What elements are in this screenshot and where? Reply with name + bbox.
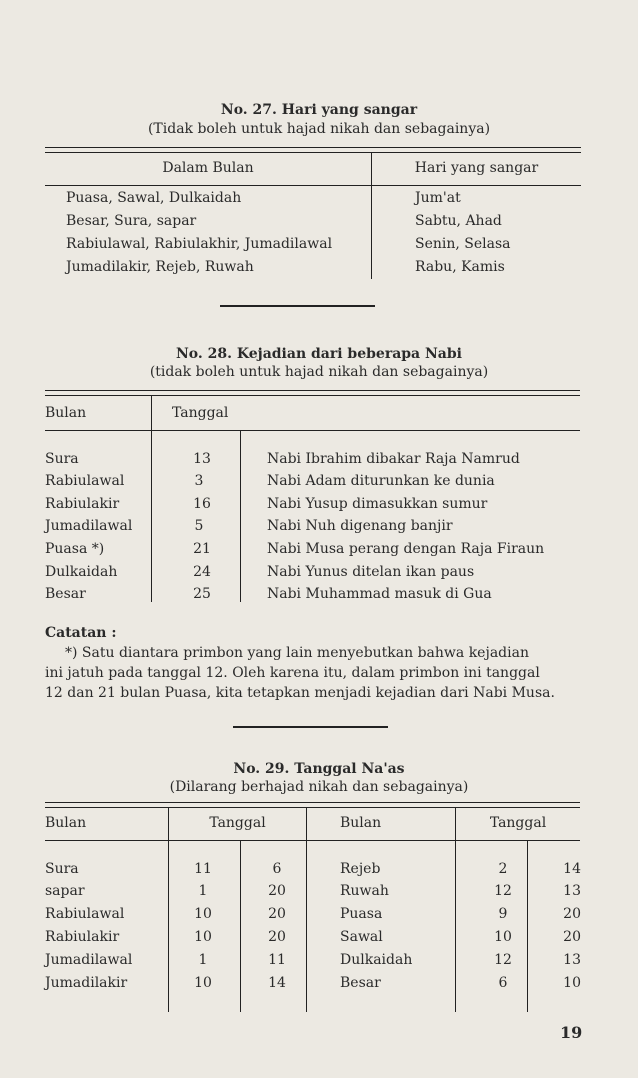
table29-date-right-a: 2 xyxy=(498,861,508,877)
note-line: ini jatuh pada tanggal 12. Oleh karena itu, dalam primbon ini tanggal xyxy=(45,665,540,681)
table29-header-date-left: Tanggal xyxy=(209,815,266,831)
table29-month-left: Jumadilakir xyxy=(45,975,128,991)
table29-date-right-a: 6 xyxy=(498,975,508,991)
table29-month-right: Ruwah xyxy=(340,883,389,899)
table28-header-date: Tanggal xyxy=(172,405,229,421)
table29-month-right: Besar xyxy=(340,975,381,991)
page-number: 19 xyxy=(560,1023,583,1042)
table28-date: 21 xyxy=(193,541,211,557)
table29-month-left: Sura xyxy=(45,861,79,877)
table28-month: Sura xyxy=(45,451,79,467)
table29-month-right: Sawal xyxy=(340,929,383,945)
table27-title: No. 27. Hari yang sangar xyxy=(220,102,418,118)
table28-month: Besar xyxy=(45,586,86,602)
table28-header-month: Bulan xyxy=(45,405,87,421)
table27-row-days: Jum'at xyxy=(415,190,461,206)
table29-date-left-a: 1 xyxy=(198,883,208,899)
table29-month-left: Jumadilawal xyxy=(45,952,133,968)
table29-month-left: sapar xyxy=(45,883,85,899)
table28-month: Jumadilawal xyxy=(45,518,133,534)
table29-month-right: Dulkaidah xyxy=(340,952,413,968)
table29-header-month-left: Bulan xyxy=(45,815,87,831)
table27-header-day: Hari yang sangar xyxy=(414,160,539,176)
table28-month: Rabiulawal xyxy=(45,473,125,489)
table27-subtitle: (Tidak boleh untuk hajad nikah dan sebagainya) xyxy=(147,121,491,137)
note-line: *) Satu diantara primbon yang lain menyebutkan bahwa kejadian xyxy=(65,645,529,661)
table28-date: 24 xyxy=(193,564,211,580)
table28-event: Nabi Ibrahim dibakar Raja Namrud xyxy=(267,451,520,467)
section-separator xyxy=(220,305,375,307)
table29-date-left-b: 20 xyxy=(268,929,286,945)
table29-header-month-right: Bulan xyxy=(340,815,382,831)
table27-row-months: Jumadilakir, Rejeb, Ruwah xyxy=(66,259,254,275)
section-separator xyxy=(233,726,388,728)
table27-header-month: Dalam Bulan xyxy=(162,160,254,176)
note-body xyxy=(45,643,585,703)
table29-date-left-b: 20 xyxy=(268,906,286,922)
table29-subtitle: (Dilarang berhajad nikah dan sebagainya) xyxy=(169,779,469,795)
table29-date-left-b: 6 xyxy=(272,861,282,877)
table29-date-right-b: 14 xyxy=(563,861,581,877)
table28-date: 25 xyxy=(193,586,211,602)
table29-date-right-b: 20 xyxy=(563,929,581,945)
table27-row-months: Besar, Sura, sapar xyxy=(66,213,197,229)
table29-date-left-a: 10 xyxy=(194,975,212,991)
table29-date-left-a: 10 xyxy=(194,929,212,945)
table28-month: Dulkaidah xyxy=(45,564,118,580)
table28-month: Puasa *) xyxy=(45,541,105,557)
table29-month-right: Puasa xyxy=(340,906,383,922)
table29-date-left-a: 11 xyxy=(194,861,212,877)
table28-month: Rabiulakir xyxy=(45,496,120,512)
table28-event: Nabi Musa perang dengan Raja Firaun xyxy=(267,541,545,557)
table28-date: 3 xyxy=(194,473,204,489)
table29-date-right-a: 9 xyxy=(498,906,508,922)
table29-date-left-b: 11 xyxy=(268,952,286,968)
table29-title: No. 29. Tanggal Na'as xyxy=(233,761,405,777)
table28-date: 16 xyxy=(193,496,211,512)
table28-date: 13 xyxy=(193,451,211,467)
table28-date: 5 xyxy=(194,518,204,534)
note-line: 12 dan 21 bulan Puasa, kita tetapkan menjadi kejadian dari Nabi Musa. xyxy=(45,685,555,701)
table29-month-left: Rabiulakir xyxy=(45,929,120,945)
table29-header-date-right: Tanggal xyxy=(489,815,547,831)
table27-row-days: Rabu, Kamis xyxy=(415,259,505,275)
table29-month-right: Rejeb xyxy=(340,861,381,877)
note-heading: Catatan : xyxy=(45,625,117,641)
table29-date-left-a: 10 xyxy=(194,906,212,922)
table27-row-days: Senin, Selasa xyxy=(415,236,511,252)
table29-date-right-b: 20 xyxy=(563,906,581,922)
table29-date-right-a: 12 xyxy=(494,952,512,968)
table28-event: Nabi Adam diturunkan ke dunia xyxy=(267,473,495,489)
table29-date-left-b: 14 xyxy=(268,975,286,991)
table28-subtitle: (tidak boleh untuk hajad nikah dan sebagainya) xyxy=(149,364,489,380)
table29-date-right-a: 10 xyxy=(494,929,512,945)
table28-event: Nabi Nuh digenang banjir xyxy=(267,518,453,534)
table29-date-right-b: 13 xyxy=(563,883,581,899)
table28-event: Nabi Muhammad masuk di Gua xyxy=(267,586,492,602)
table29-month-left: Rabiulawal xyxy=(45,906,125,922)
table27-row-months: Rabiulawal, Rabiulakhir, Jumadilawal xyxy=(66,236,333,252)
table29-date-left-a: 1 xyxy=(198,952,208,968)
table29-date-right-a: 12 xyxy=(494,883,512,899)
table29-date-left-b: 20 xyxy=(268,883,286,899)
table28-event: Nabi Yusup dimasukkan sumur xyxy=(267,496,488,512)
table29-date-right-b: 13 xyxy=(563,952,581,968)
table27-row-days: Sabtu, Ahad xyxy=(415,213,502,229)
table28-title: No. 28. Kejadian dari beberapa Nabi xyxy=(176,346,462,362)
table27-row-months: Puasa, Sawal, Dulkaidah xyxy=(66,190,242,206)
table29-date-right-b: 10 xyxy=(563,975,581,991)
table28-event: Nabi Yunus ditelan ikan paus xyxy=(267,564,475,580)
